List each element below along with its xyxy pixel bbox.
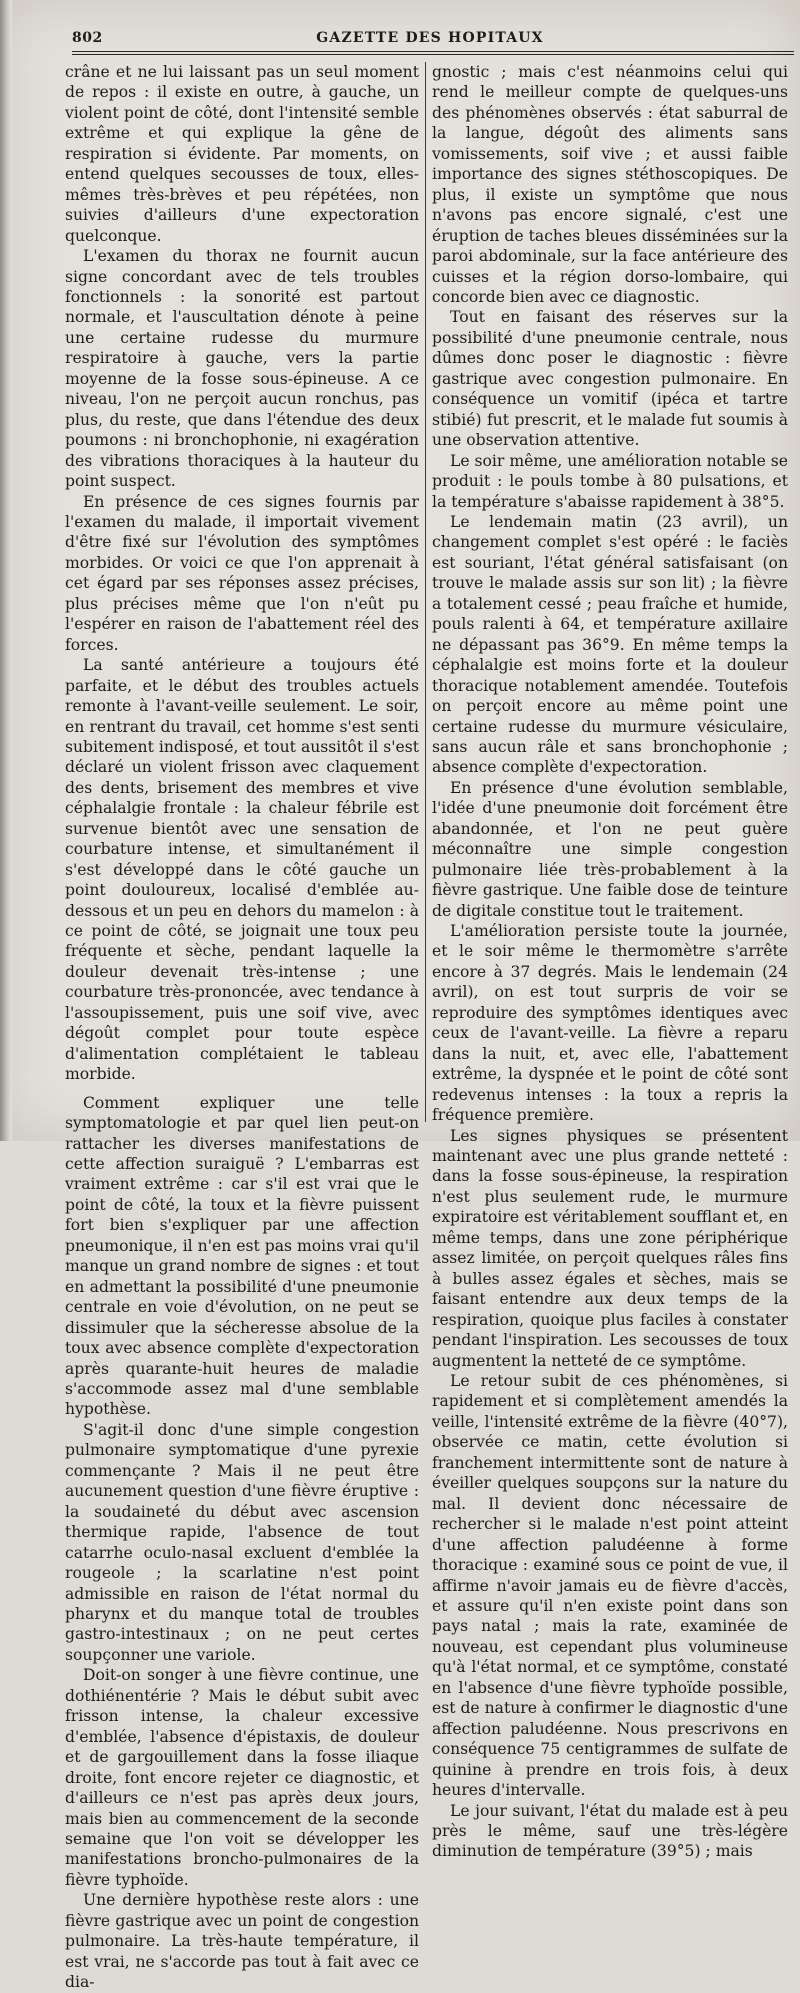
paragraph: En présence d'une évolution semblable, l'idée d'une pneumonie doit forcément être abandonnée, et l'on ne peut guère méconnaître une simple congestion pulmonaire liée très-probablement à la fièvre gastrique. Une faible dose de teinture de digitale constitue tout le traitement. (432, 778, 788, 920)
paragraph: S'agit-il donc d'une simple congestion pulmonaire symptomatique d'une pyrexie commençante ? Mais il ne peut être aucunement question d'une fièvre éruptive : la soudaineté du début avec ascension thermique rapide, l'absence de tout catarrhe oculo-nasal excluent d'emblée la rougeole ; la scarlatine n'est point admissible en raison de l'état normal du pharynx et du manque total de troubles gastro-intestinaux ; on ne peut certes soupçonner une variole. (65, 1420, 419, 1664)
paragraph: En présence de ces signes fournis par l'examen du malade, il importait vivement d'être fixé sur l'évolution des symptômes morbides. Or voici ce que l'on apprenait à cet égard par ses réponses assez précises, plus précises même que l'on n'eût pu l'espérer en raison de l'abattement réel des forces. (65, 492, 419, 654)
paragraph: Les signes physiques se présentent maintenant avec une plus grande netteté : dans la fosse sous-épineuse, la respiration n'est plus seulement rude, le murmure expiratoire est véritablement soufflant et, en même temps, dans une zone périphérique assez limitée, on perçoit quelques râles fins à bulles assez égales et sèches, mais se faisant entendre aux deux temps de la respiration, quoique plus faciles à constater pendant l'inspiration. Les secousses de toux augmentent la netteté de ce symptôme. (432, 1126, 788, 1370)
paragraph: Le retour subit de ces phénomènes, si rapidement et si complètement amendés la veille, l'intensité extrême de la fièvre (40°7), observée ce matin, cette évolution si franchement intermittente sont de nature à éveiller quelques soupçons sur la nature du mal. Il devient donc nécessaire de rechercher si le malade n'est point atteint d'une affection paludéenne à forme thoracique : examiné sous ce point de vue, il affirme n'avoir jamais eu de fièvre d'accès, et assure qu'il n'en existe point dans son pays natal ; mais la rate, examinée de nouveau, est cependant plus volumineuse qu'à l'état normal, et ce symptôme, constaté en l'absence d'une fièvre typhoïde possible, est de nature à confirmer le diagnostic d'une affection paludéenne. Nous prescrivons en conséquence 75 centigrammes de sulfate de quinine à prendre en trois fois, à deux heures d'intervalle. (432, 1372, 788, 1800)
paragraph: Comment expliquer une telle symptomatologie et par quel lien peut-on rattacher les diverses manifestations de cette affection suraiguë ? L'embarras est vraiment extrême : car s'il est vrai que le point de côté, la toux et la fièvre puissent fort bien s'expliquer par une affection pneumonique, il n'en est pas moins vrai qu'il manque un grand nombre de signes : et tout en admettant la possibilité d'une pneumonie centrale en voie d'évolution, on ne peut se dissimuler que la sécheresse absolue de la toux avec absence complète d'expectoration après quarante-huit heures de maladie s'accommode assez mal d'une semblable hypothèse. (65, 1093, 419, 1419)
paragraph: Le jour suivant, l'état du malade est à peu près le même, sauf une très-légère diminution de température (39°5) ; mais (432, 1801, 788, 1861)
paragraph: Le soir même, une amélioration notable se produit : le pouls tombe à 80 pulsations, et la température s'abaisse rapidement à 38°5. (432, 451, 788, 511)
paragraph: Tout en faisant des réserves sur la possibilité d'une pneumonie centrale, nous dûmes donc poser le diagnostic : fièvre gastrique avec congestion pulmonaire. En conséquence un vomitif (ipéca et tartre stibié) fut prescrit, et le malade fut soumis à une observation attentive. (432, 308, 788, 450)
paragraph: L'amélioration persiste toute la journée, et le soir même le thermomètre s'arrête encore à 37 degrés. Mais le lendemain (24 avril), on est tout surpris de voir se reproduire des symptômes identiques avec ceux de l'avant-veille. La fièvre a reparu dans la nuit, et, avec elle, l'abattement extrême, la dyspnée et le point de côté sont redevenus intenses : la toux a repris la fréquence première. (432, 922, 788, 1125)
page-header (72, 28, 788, 50)
paragraph: gnostic ; mais c'est néanmoins celui qui rend le meilleur compte de quelques-uns des phénomènes observés : état saburral de la langue, dégoût des aliments sans vomissements, soif vive ; et aussi faible importance des signes stéthoscopiques. De plus, il existe un symptôme que nous n'avons pas encore signalé, c'est une éruption de taches bleues disséminées sur la paroi abdominale, sur la face antérieure des cuisses et la région dorso-lombaire, qui concorde bien avec ce diagnostic. (432, 63, 788, 306)
right-column (432, 62, 788, 1861)
left-column (65, 62, 419, 1992)
paragraph: Le lendemain matin (23 avril), un changement complet s'est opéré : le faciès est souriant, l'état général satisfaisant (on trouve le malade assis sur son lit) ; la fièvre a totalement cessé ; peau fraîche et humide, pouls ralenti à 64, et température axillaire ne dépassant pas 36°9. En même temps la céphalalgie est moins forte et la douleur thoracique notablement amendée. Toutefois on perçoit encore au même point une certaine rudesse du murmure vésiculaire, sans aucun râle et sans bronchophonie ; absence complète d'expectoration. (432, 512, 788, 777)
paragraph: Doit-on songer à une fièvre continue, une dothiénentérie ? Mais le début subit avec frisson intense, la chaleur excessive d'emblée, l'absence d'épistaxis, de douleur et de gargouillement dans la fosse iliaque droite, font encore rejeter ce diagnostic, et d'ailleurs ce n'est pas après deux jours, mais bien au commencement de la seconde semaine que l'on voit se développer les manifestations broncho-pulmonaires de la fièvre typhoïde. (65, 1666, 419, 1889)
journal-title: GAZETTE DES HOPITAUX (316, 30, 544, 46)
paragraph: crâne et ne lui laissant pas un seul moment de repos : il existe en outre, à gauche, un violent point de côté, dont l'intensité semble extrême et qui explique la gêne de respiration si évidente. Par moments, on entend quelques secousses de toux, elles-mêmes très-brèves et peu répétées, non suivies d'ailleurs d'une expectoration quelconque. (65, 63, 419, 245)
column-divider (425, 62, 426, 1122)
page-edge-shadow (0, 0, 12, 1141)
paragraph: La santé antérieure a toujours été parfaite, et le début des troubles actuels remonte à l'avant-veille seulement. Le soir, en rentrant du travail, cet homme s'est senti subitement indisposé, et tout aussitôt il s'est déclaré un violent frisson avec claquement des dents, brisement des membres et vive céphalalgie frontale : la chaleur fébrile est survenue bientôt avec une sensation de courbature intense, et simultanément il s'est développé dans le côté gauche un point douloureux, localisé d'emblée au-dessous et un peu en dehors du mamelon : à ce point de côté, se joignait une toux peu fréquente et sèche, pendant laquelle la douleur devenait très-intense ; une courbature très-prononcée, avec tendance à l'assoupissement, puis une soif vive, avec dégoût complet pour toute espèce d'alimentation complétaient le tableau morbide. (65, 656, 419, 1084)
page-number: 802 (72, 30, 103, 46)
paragraph: Une dernière hypothèse reste alors : une fièvre gastrique avec un point de congestion pulmonaire. La très-haute température, il est vrai, ne s'accorde pas tout à fait avec ce dia- (65, 1891, 419, 1992)
paragraph: L'examen du thorax ne fournit aucun signe concordant avec de tels troubles fonctionnels : la sonorité est partout normale, et l'auscultation dénote à peine une certaine rudesse du murmure respiratoire à gauche, vers la partie moyenne de la fosse sous-épineuse. A ce niveau, l'on ne perçoit aucun ronchus, pas plus, du reste, que dans l'étendue des deux poumons : ni bronchophonie, ni exagération des vibrations thoraciques à la hauteur du point suspect. (65, 247, 419, 491)
header-rule-bottom (72, 54, 794, 55)
header-rule-top (72, 51, 794, 52)
